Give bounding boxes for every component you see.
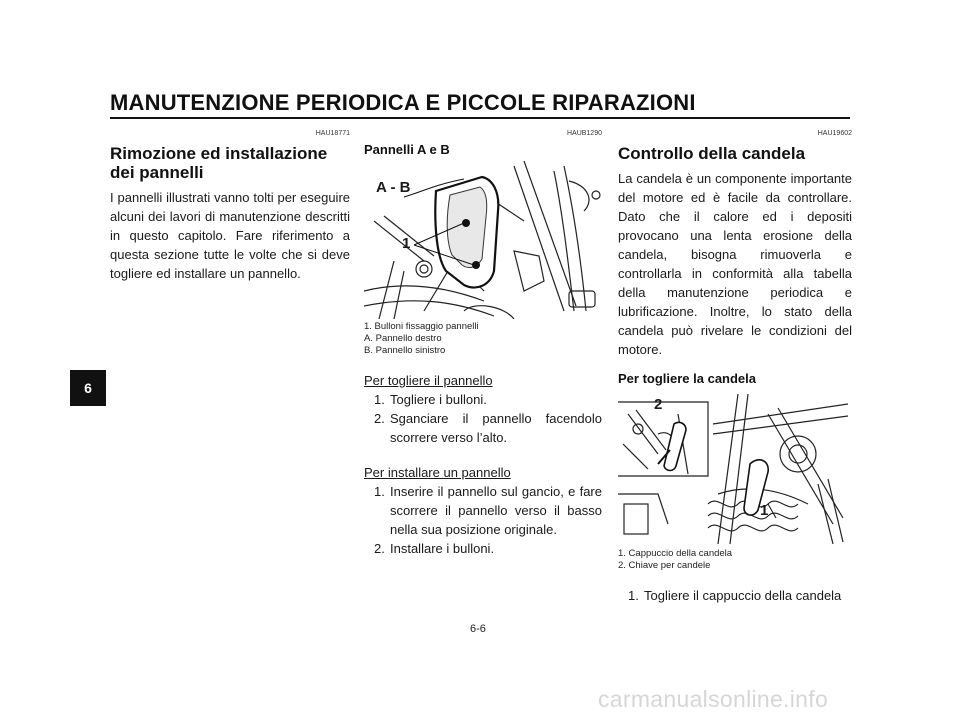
section-title: Controllo della candela <box>618 144 806 163</box>
spark-plug-illustration <box>618 394 848 546</box>
chapter-tab: 6 <box>70 370 106 406</box>
step-text: Togliere i bulloni. <box>390 392 487 407</box>
step-text: Inserire il pannello sul gancio, e fare scorrere il pannello verso il basso nella sua posizione originale. <box>390 484 602 537</box>
step-number: 2. <box>374 411 385 426</box>
figure-spark-plug <box>618 394 848 546</box>
step-number: 1. <box>374 484 385 499</box>
page-number: 6-6 <box>470 623 486 635</box>
figure-panels <box>364 161 602 319</box>
column-spark-plug <box>618 130 852 605</box>
watermark: carmanualsonline.info <box>598 686 829 712</box>
install-steps <box>364 482 602 558</box>
figure-label-1: 1 <box>760 502 769 519</box>
step-text: Sganciare il pannello facendolo scorrere verso l’alto. <box>390 411 602 445</box>
list-item <box>364 390 602 409</box>
section-code: HAUB1290 <box>566 130 602 137</box>
figure-label-ab: A - B <box>376 179 411 196</box>
step-number: 1. <box>374 392 385 407</box>
figure-label-1: 1 <box>402 235 411 252</box>
title-line-2: dei pannelli <box>110 163 204 182</box>
subheading: Per togliere la candela <box>618 371 757 386</box>
section-title: Pannelli A e B <box>364 142 450 157</box>
figure-label-2: 2 <box>654 396 663 413</box>
list-item <box>364 482 602 539</box>
caption-line: 1. Bulloni fissaggio pannelli <box>364 321 479 332</box>
step-number: 1. <box>628 588 639 603</box>
caption-line: A. Pannello destro <box>364 333 442 344</box>
header-rule <box>110 117 850 119</box>
caption-line: 2. Chiave per candele <box>618 560 711 571</box>
caption-line: 1. Cappuccio della candela <box>618 548 733 559</box>
list-item <box>618 586 852 605</box>
column-panels-ab <box>364 130 602 558</box>
remove-steps <box>364 390 602 447</box>
column-panels-intro <box>110 130 350 283</box>
install-heading: Per installare un pannello <box>364 465 511 480</box>
section-title <box>110 144 350 182</box>
step-number: 2. <box>374 541 385 556</box>
section-code: HAU18771 <box>315 130 350 137</box>
step-text: Installare i bulloni. <box>390 541 495 556</box>
list-item <box>364 409 602 447</box>
page-title: MANUTENZIONE PERIODICA E PICCOLE RIPARAZIONI <box>110 90 696 115</box>
section-body: I pannelli illustrati vanno tolti per eseguire alcuni dei lavori di manutenzione descritti in questo capitolo. Fare riferimento a questa sezione tutte le volte che si deve togliere ed installare un pannello. <box>110 190 350 281</box>
section-body: La candela è un componente importante del motore ed è facile da controllare. Dato che il calore ed i depositi provocano una lenta erosione della candela, bisogna rimuoverla e controllarla in conformità alla tabella della manutenzione periodica e lubrificazione. Inoltre, lo stato della candela può rivelare le condizioni del motore. <box>618 171 852 357</box>
figure-caption <box>364 321 602 357</box>
title-line-1: Rimozione ed installazione <box>110 144 328 163</box>
figure-caption <box>618 548 852 572</box>
list-item <box>364 539 602 558</box>
caption-line: B. Pannello sinistro <box>364 345 446 356</box>
step-text: Togliere il cappuccio della candela <box>644 588 842 603</box>
remove-heading: Per togliere il pannello <box>364 373 493 388</box>
spark-steps <box>618 586 852 605</box>
section-code: HAU19602 <box>817 130 852 137</box>
